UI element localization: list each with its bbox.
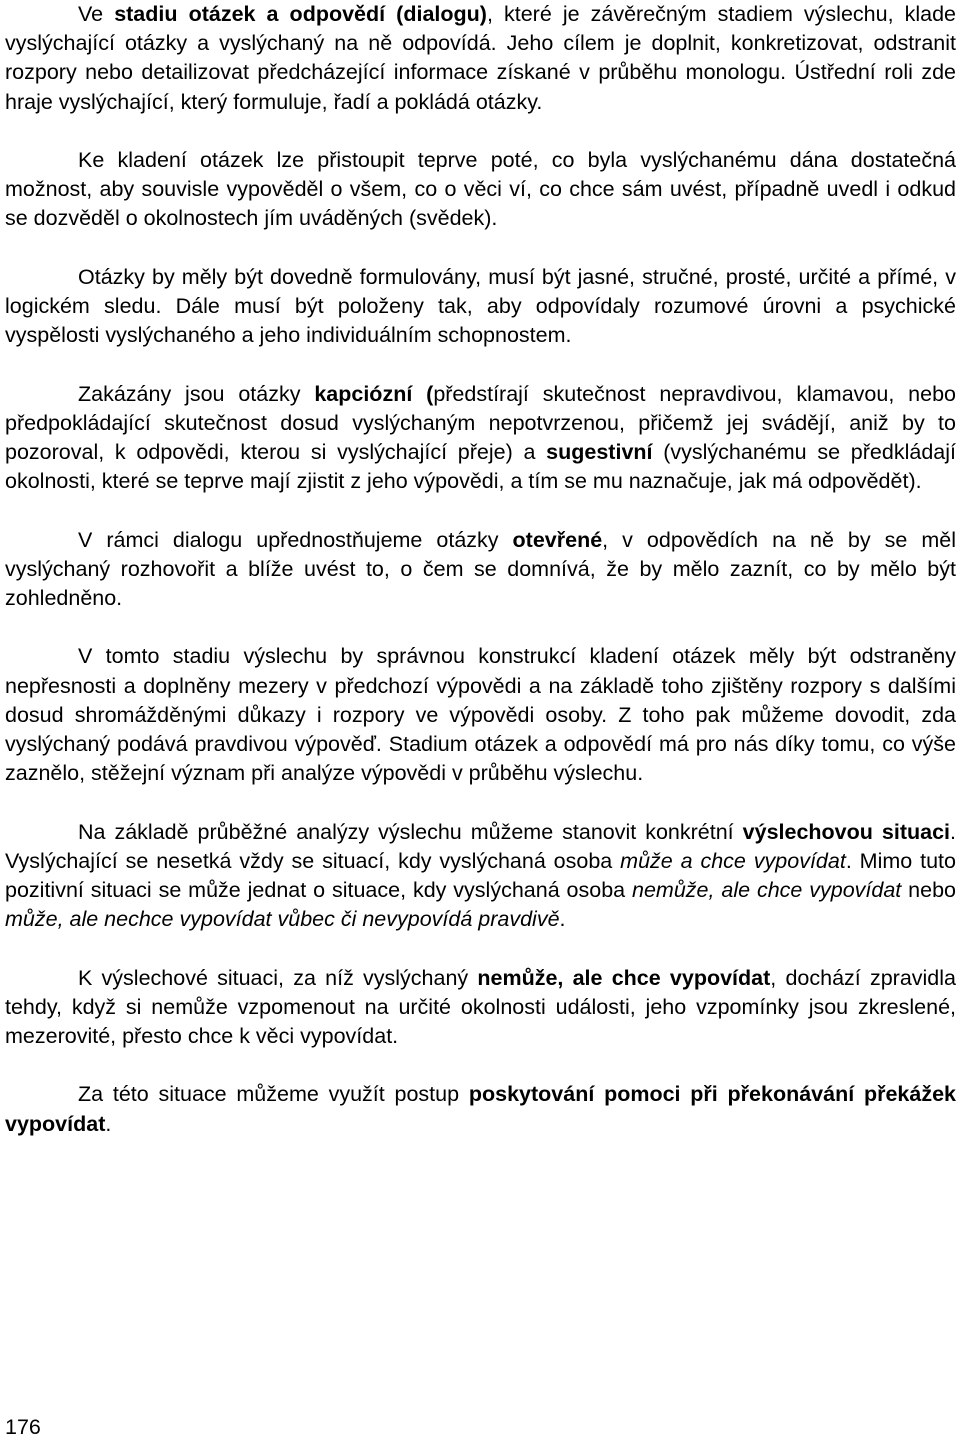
text-run: předstírají skutečnost nepravdivou, klamavou, nebo předpokládající skutečnost dosud vyslýchaným nepotvrzenou, přičemž jej svádějí, aniž by to pozoroval, k odpovědi, kterou si vyslýchající přeje) a	[5, 381, 956, 464]
text-run: K výslechové situaci, za níž vyslýchaný	[78, 965, 478, 990]
italic-run: nemůže, ale chce vypovídat	[632, 878, 902, 902]
text-run: nebo	[901, 878, 956, 902]
bold-run: sugestivní	[546, 440, 653, 464]
page-number: 176	[5, 1415, 41, 1439]
text-run: Za této situace můžeme využít postup	[78, 1082, 469, 1107]
text-run: . Mimo tuto pozitivní situaci se může jednat o situace, kdy vyslýchaná osoba	[5, 848, 956, 902]
text-run: V rámci dialogu upřednostňujeme otázky	[78, 527, 513, 552]
bold-run: nemůže, ale chce vypovídat	[477, 965, 771, 990]
bold-run: otevřené	[512, 527, 603, 552]
bold-run: stadiu otázek a odpovědí (dialogu)	[114, 2, 487, 26]
text-run: Otázky by měly být dovedně formulovány, musí být jasné, stručné, prosté, určité a přímé, v logickém sledu. Dále musí být položeny tak, aby odpovídaly rozumové úrovni a psychické vyspělosti vyslýchaného a jeho individuálním schopnostem.	[5, 264, 956, 348]
text-run: , které je závěrečným stadiem výslechu, klade vyslýchající otázky a vyslýchaný na ně odpovídá. Jeho cílem je doplnit, konkretizovat, odstranit rozpory nebo detailizovat předcházející informace získané v průběhu monologu. Ústřední roli zde hraje vyslýchající, který formuluje, řadí a pokládá otázky.	[5, 2, 957, 114]
text-run: . Vyslýchající se nesetká vždy se situací, kdy vyslýchaná osoba	[5, 819, 956, 873]
paragraph	[5, 263, 956, 351]
paragraph	[5, 642, 956, 788]
text-run: Zakázány jsou otázky	[78, 381, 315, 406]
paragraph	[5, 818, 956, 935]
italic-run: může, ale nechce vypovídat vůbec či nevypovídá pravdivě	[5, 907, 560, 932]
text-run: .	[105, 1111, 112, 1136]
bold-run: výslechovou situaci	[742, 819, 951, 844]
paragraph	[5, 380, 956, 497]
text-run: Ke kladení otázek lze přistoupit teprve poté, co byla vyslýchanému dána dostatečná možnost, aby souvisle vypověděl o všem, co o věci ví, co chce sám uvést, případně uvedl i odkud se dozvěděl o okolnostech jím uváděných (svědek).	[5, 148, 956, 231]
text-run: , v odpovědích na ně by se měl vyslýchaný rozhovořit a blíže uvést to, o čem se domnívá, že by mělo zaznít, co by mělo být zohledněno.	[5, 527, 956, 610]
text-run: , dochází zpravidla tehdy, když si nemůže vzpomenout na určité okolnosti události, jeho vzpomínky jsou zkreslené, mezerovité, přesto chce k věci vypovídat.	[5, 965, 956, 1048]
bold-run: kapciózní (	[314, 381, 434, 406]
italic-run: může a chce vypovídat	[620, 848, 846, 873]
paragraph	[5, 964, 956, 1052]
text-run: .	[559, 907, 566, 932]
paragraph	[5, 1080, 956, 1138]
bold-run: poskytování pomoci při překonávání překážek vypovídat	[5, 1082, 956, 1136]
document-page	[5, 0, 956, 1168]
text-run: Na základě průběžné analýzy výslechu můžeme stanovit konkrétní	[78, 819, 743, 844]
paragraph	[5, 0, 956, 117]
text-run: (vyslýchanému se předkládají okolnosti, které se teprve mají zjistit z jeho výpovědi, a tím se mu naznačuje, jak má odpovědět).	[5, 440, 956, 494]
paragraph	[5, 146, 956, 234]
paragraph	[5, 526, 956, 614]
text-run: Ve	[78, 2, 115, 26]
text-run: V tomto stadiu výslechu by správnou konstrukcí kladení otázek měly být odstraněny nepřesnosti a doplněny mezery v předchozí výpovědi a na základě toho zjištěny rozpory s dalšími dosud shromážděnými důkazy i rozpory ve výpovědi osoby. Z toho pak můžeme dovodit, zda vyslýchaný podává pravdivou výpověď. Stadium otázek a odpovědí má pro nás díky tomu, co výše zaznělo, stěžejní význam při analýze výpovědi v průběhu výslechu.	[5, 644, 956, 786]
